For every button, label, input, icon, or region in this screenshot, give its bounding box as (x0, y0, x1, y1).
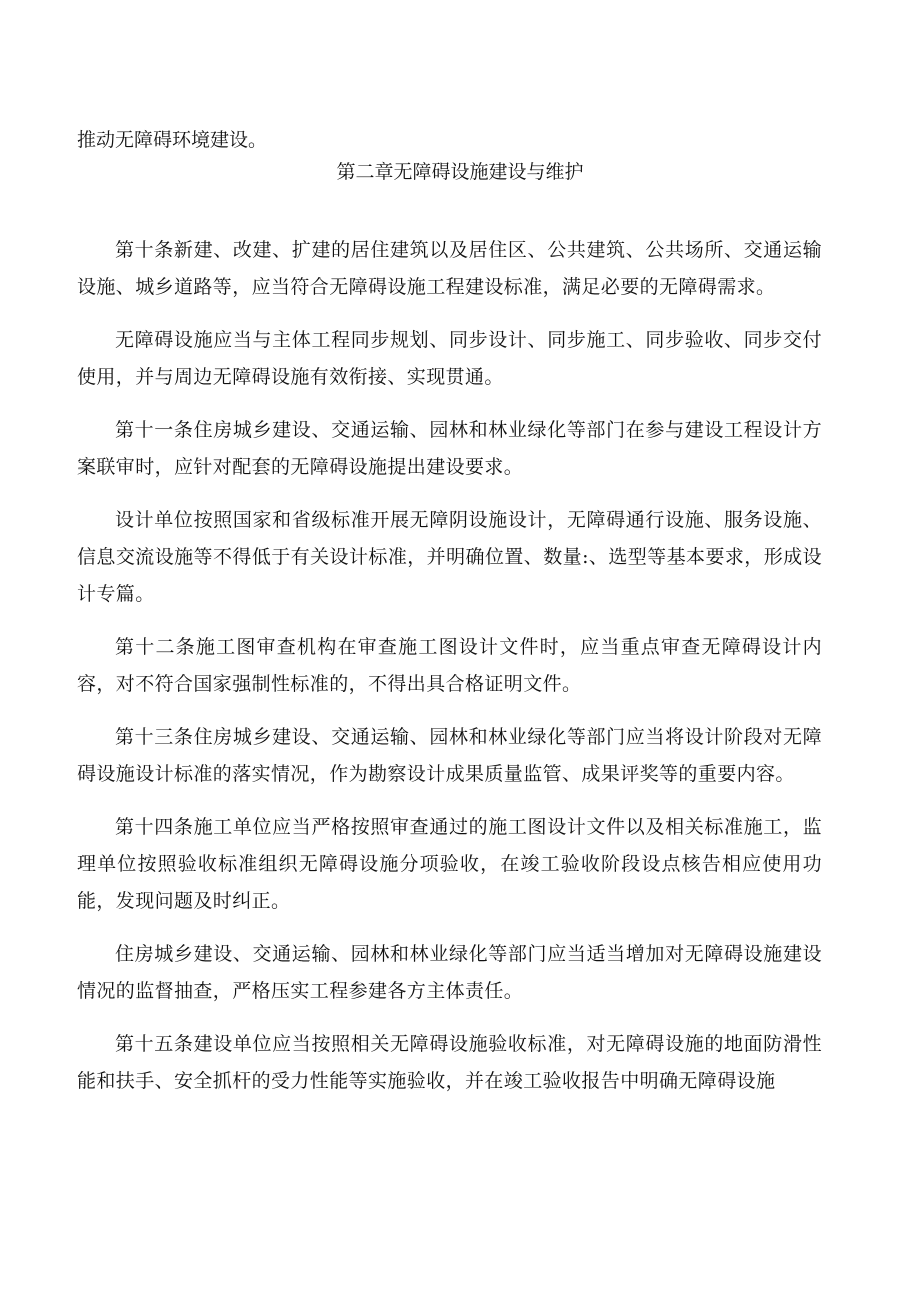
paragraph-article-15: 第十五条建设单位应当按照相关无障碍设施验收标准，对无障碍设施的地面防滑性能和扶手、安全抓杆的受力性能等实施验收，并在竣工验收报告中明确无障碍设施 (77, 1033, 822, 1092)
paragraph-sync-requirement: 无障碍设施应当与主体工程同步规划、同步设计、同步施工、同步验收、同步交付使用，并与周边无障碍设施有效衔接、实现贯通。 (77, 329, 822, 388)
paragraph-design-units: 设计单位按照国家和省级标准开展无障阴设施设计，无障碍通行设施、服务设施、信息交流设施等不得低于有关设计标准，并明确位置、数量:、选型等基本要求，形成设计专篇。 (77, 509, 822, 605)
chapter-title: 第二章无障碍设施建设与维护 (336, 161, 584, 183)
paragraph-supervision: 住房城乡建设、交通运输、园林和林业绿化等部门应当适当增加对无障碍设施建设情况的监督抽查，严格压实工程参建各方主体责任。 (77, 943, 822, 1002)
lead-text: 推动无障碍环境建设。 (77, 129, 268, 151)
paragraph-article-14: 第十四条施工单位应当严格按照审查通过的施工图设计文件以及相关标准施工，监理单位按照验收标准组织无障碍设施分项验收，在竣工验收阶段设点核告相应使用功能，发现问题及时纠正。 (77, 816, 822, 912)
paragraph-article-13: 第十三条住房城乡建设、交通运输、园林和林业绿化等部门应当将设计阶段对无障碍设施设计标准的落实情况，作为勘察设计成果质量监管、成果评奖等的重要内容。 (77, 726, 822, 785)
paragraph-article-11: 第十一条住房城乡建设、交通运输、园林和林业绿化等部门在参与建设工程设计方案联审时，应针对配套的无障碍设施提出建设要求。 (77, 419, 822, 478)
paragraph-article-12: 第十二条施工图审查机构在审查施工图设计文件时，应当重点审查无障碍设计内容，对不符合国家强制性标准的，不得出具合格证明文件。 (77, 636, 822, 695)
paragraph-article-10: 第十条新建、改建、扩建的居住建筑以及居住区、公共建筑、公共场所、交通运输设施、城乡道路等，应当符合无障碍设施工程建设标准，满足必要的无障碍需求。 (77, 239, 822, 298)
body-text (77, 232, 822, 1112)
